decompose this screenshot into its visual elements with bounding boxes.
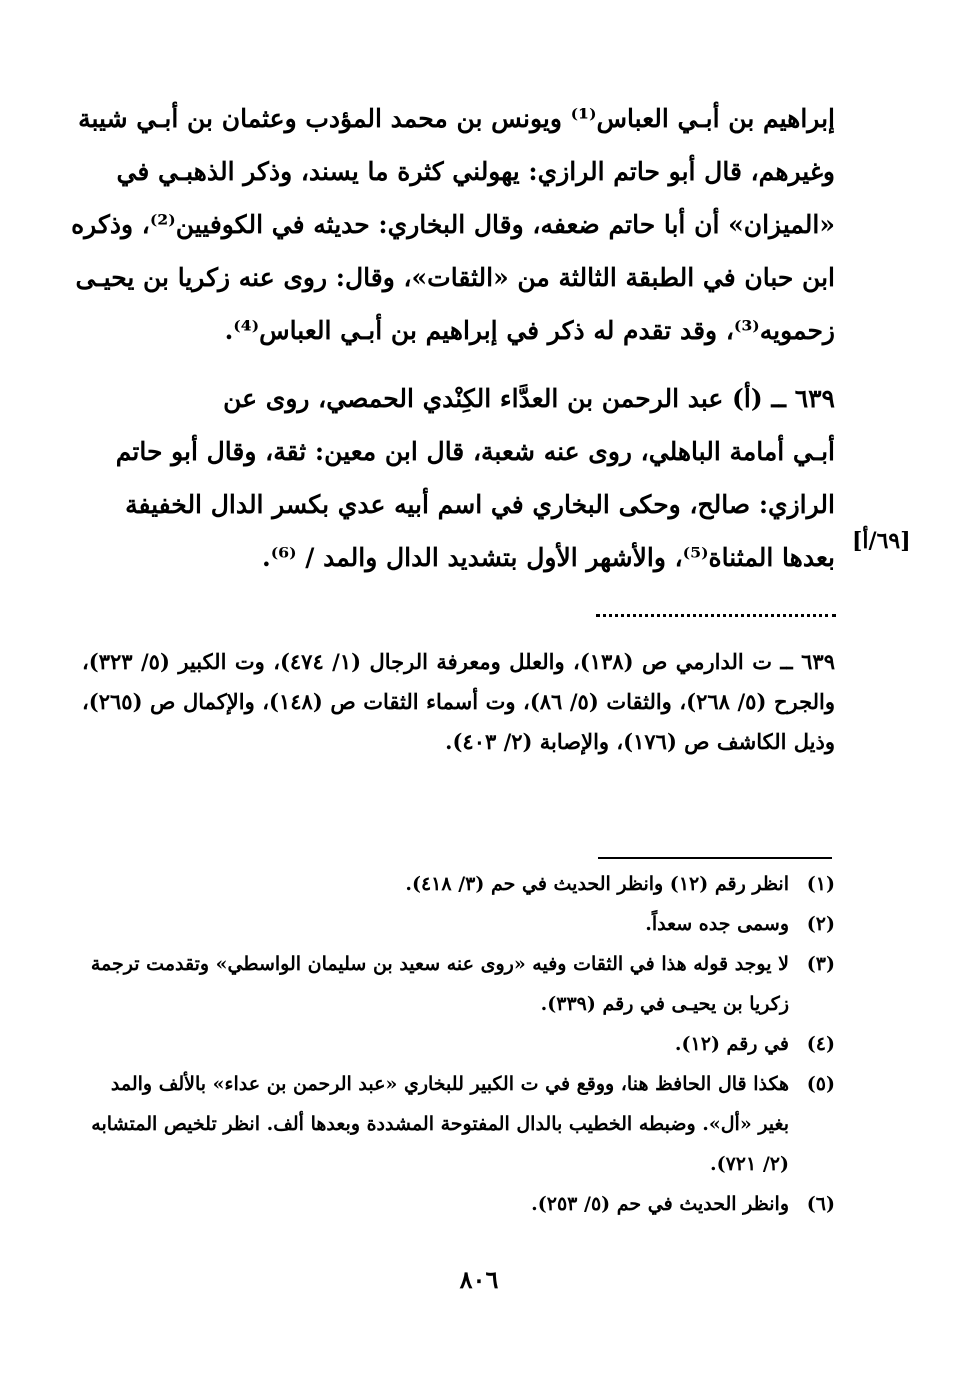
footnote-text: هكذا قال الحافظ هنا، ووقع في ت الكبير للبخاري «عبد الرحمن بن عداء» بالألف والمد بغير «أل». وضبطه الخطيب بالدال المفتوحة المشددة وبعدها ألف. انظر تلخيص المتشابه (٢/ ٧٢١).: [91, 1073, 789, 1175]
footnote: [82, 904, 835, 944]
footnote-number: (٥): [806, 1073, 835, 1095]
text-line: «الميزان» أن أبا حاتم ضعفه، وقال البخاري: حديثه في الكوفيين⁽²⁾، وذكره: [71, 210, 835, 239]
footnote-number: (١): [806, 873, 835, 895]
footnote-text: وانظر الحديث في حم (٥/ ٢٥٣).: [531, 1193, 789, 1215]
text-line: ٦٣٩ ــ (أ) عبد الرحمن بن العدَّاء الكِنْدي الحمصي، روى عن: [223, 384, 835, 413]
main-paragraph-1: [71, 92, 835, 357]
footnote-text: لا يوجد قوله هذا في الثقات وفيه «روى عنه سعيد بن سليمان الواسطي» وتقدمت ترجمة زكريا بن يحيـى في رقم (٣٣٩).: [90, 953, 789, 1015]
text-line: بعدها المثناة⁽⁵⁾، والأشهر الأول بتشديد الدال والمد / ⁽⁶⁾.: [262, 543, 835, 572]
footnote: [82, 944, 835, 1024]
text-line: ابن حبان في الطبقة الثالثة من «الثقات»، وقال: روى عنه زكريا بن يحيـى: [75, 263, 835, 292]
footnote-number: (٤): [806, 1033, 835, 1055]
dotted-separator: [596, 614, 836, 617]
text-line: إبراهيم بن أبـي العباس⁽¹⁾ ويونس بن محمد المؤدب وعثمان بن أبـي شيبة: [78, 104, 835, 133]
footnote: [82, 1184, 835, 1224]
footnote-number: (٢): [806, 913, 835, 935]
text-line: وغيرهم، قال أبو حاتم الرازي: يهولني كثرة ما يسند، وذكر الذهبـي في: [116, 157, 835, 186]
footnote-text: انظر رقم (١٢) وانظر الحديث في حم (٣/ ٤١٨).: [405, 873, 789, 895]
footnote: [82, 1064, 835, 1184]
text-line: الرازي: صالح، وحكى البخاري في اسم أبيه عدي بكسر الدال الخفيفة: [125, 490, 835, 519]
page-number: ٨٠٦: [459, 1265, 499, 1294]
footnote-text: وسمى جده سعداً.: [645, 913, 789, 935]
text-line: أبـي أمامة الباهلي، روى عنه شعبة، قال ابن معين: ثقة، وقال أبو حاتم: [115, 437, 835, 466]
footnote: [82, 1024, 835, 1064]
text-line: زحمويه⁽³⁾، وقد تقدم له ذكر في إبراهيم بن أبـي العباس⁽⁴⁾.: [224, 316, 835, 345]
footnote-text: في رقم (١٢).: [674, 1033, 789, 1055]
sources-note: ٦٣٩ ــ ت الدارمي ص (١٣٨)، والعلل ومعرفة الرجال (١/ ٤٧٤)، وت الكبير (٥/ ٣٢٣)، والجرح (٥/ ٢٦٨)، والثقات (٥/ ٨٦)، وت أسماء الثقات ص (١٤٨)، والإكمال ص (٢٦٥)، وذيل الكاشف ص (١٧٦)، والإصابة (٢/ ٤٠٣).: [82, 649, 836, 754]
footnote: [82, 864, 835, 904]
margin-folio-marker: [٦٩/أ]: [852, 528, 911, 554]
footnote-number: (٦): [806, 1193, 835, 1215]
footnotes-list: [82, 864, 835, 1224]
footnote-number: (٣): [806, 953, 835, 975]
footnote-rule: [598, 857, 832, 859]
main-paragraph-2: [82, 372, 835, 584]
